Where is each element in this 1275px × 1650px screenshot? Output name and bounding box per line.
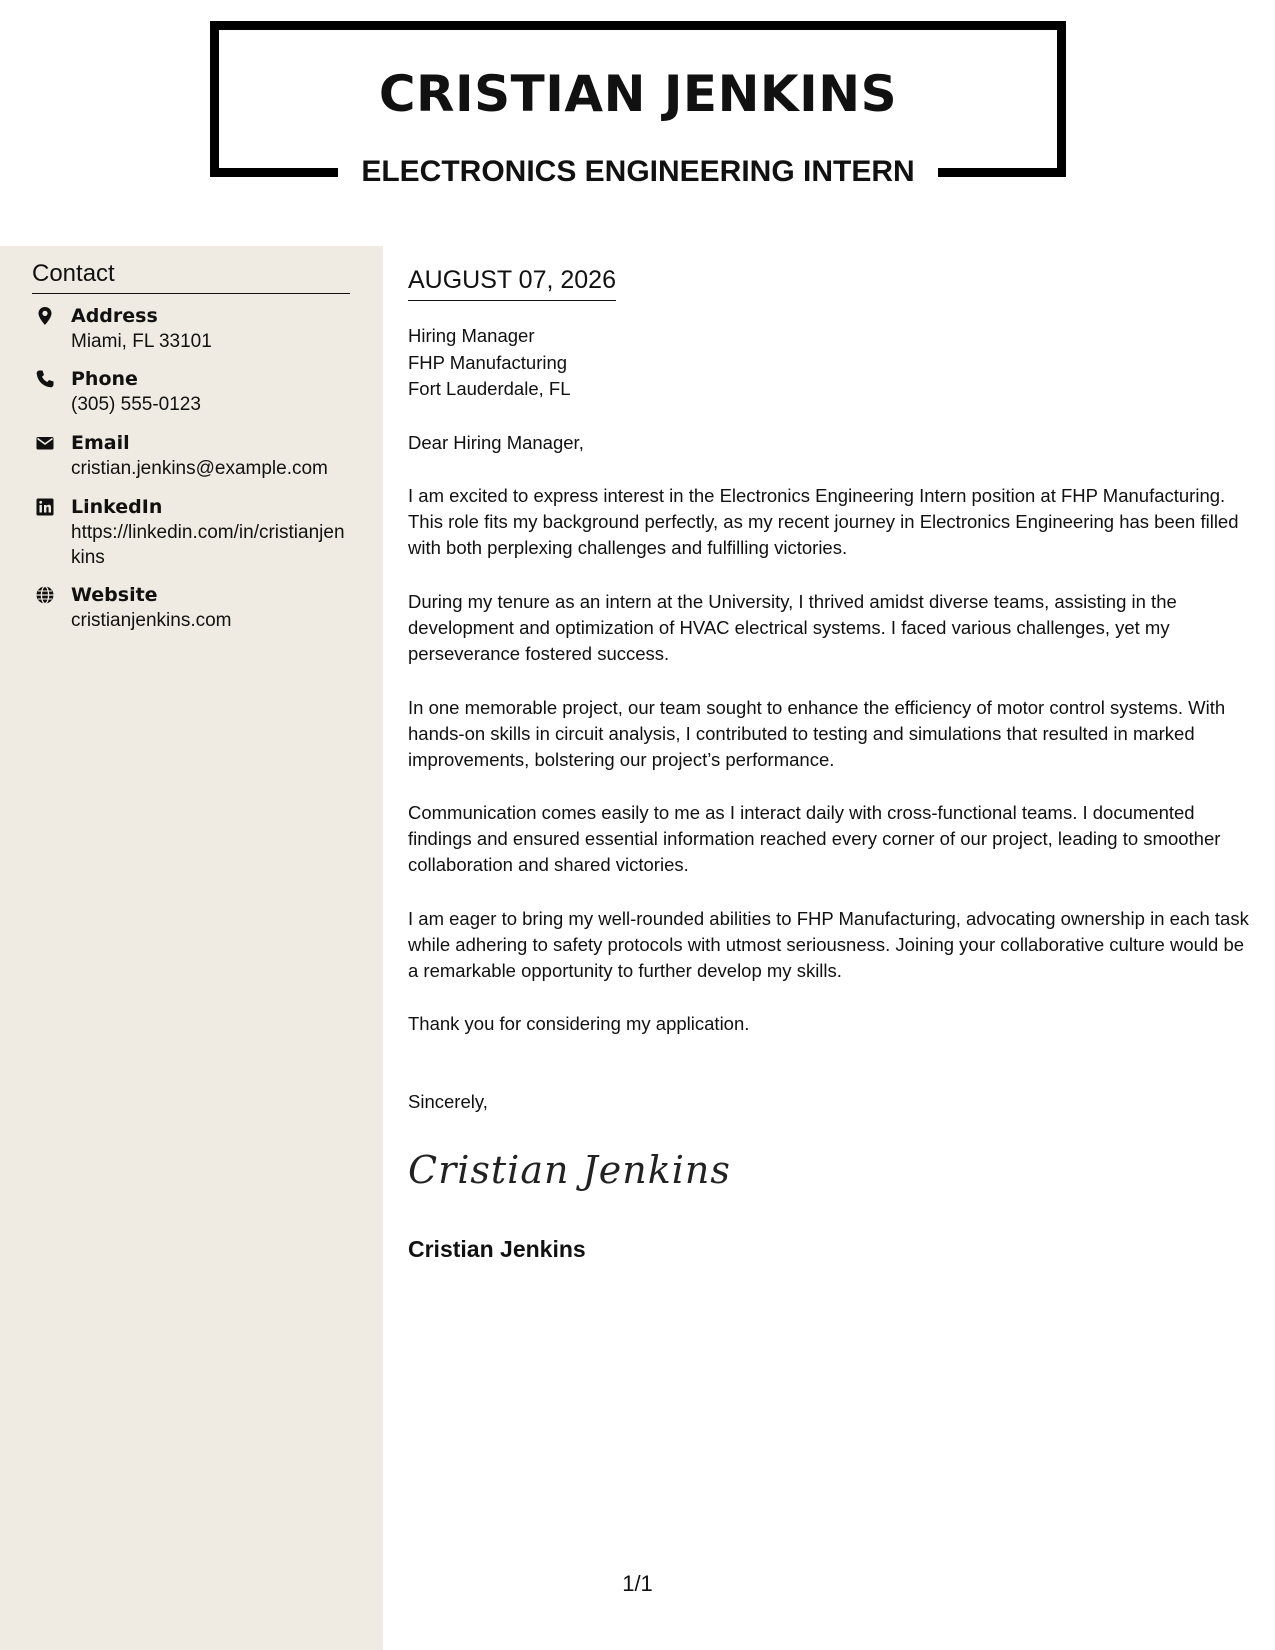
header-frame-bottom-right	[938, 168, 1066, 177]
map-pin-icon	[35, 306, 55, 326]
body-paragraph: Communication comes easily to me as I interact daily with cross-functional teams. I documented findings and ensured essential information reached every corner of our project, leading to smoother collaboration and shared victories.	[408, 802, 1221, 876]
body-paragraph: In one memorable project, our team sought to enhance the efficiency of motor control systems. With hands-on skills in circuit analysis, I contributed to testing and simulations that resulted in marked improvements, bolstering our project’s performance.	[408, 697, 1226, 771]
body-paragraph: Thank you for considering my application.	[408, 1013, 750, 1034]
phone-icon	[35, 369, 55, 389]
page-number: 1/1	[622, 1571, 653, 1596]
globe-icon	[35, 585, 55, 605]
envelope-icon	[35, 433, 55, 453]
contact-heading: Contact	[32, 258, 350, 294]
applicant-name: CRISTIAN JENKINS	[378, 65, 898, 123]
header-frame-bottom-left	[210, 168, 338, 177]
recipient-company: FHP Manufacturing	[408, 351, 568, 373]
contact-label-email: Email	[71, 432, 130, 454]
body-paragraph: I am excited to express interest in the Electronics Engineering Intern position at FHP Manufacturing. This role fits my background perfectly, as my recent journey in Electronics Engineering has been filled with both perplexing challenges and fulfilling victories.	[408, 485, 1239, 559]
body-paragraph: During my tenure as an intern at the University, I thrived amidst diverse teams, assisting in the development and optimization of HVAC electrical systems. I faced various challenges, yet my perseverance fostered success.	[408, 591, 1177, 665]
recipient-location: Fort Lauderdale, FL	[408, 378, 571, 399]
job-title: ELECTRONICS ENGINEERING INTERN	[361, 155, 915, 188]
recipient-block	[408, 323, 570, 403]
contact-value-website[interactable]: cristianjenkins.com	[71, 610, 232, 631]
linkedin-icon	[35, 497, 55, 517]
contact-label-address: Address	[71, 305, 158, 327]
handwritten-signature: Cristian Jenkins	[408, 1148, 731, 1192]
contact-value-email[interactable]: cristian.jenkins@example.com	[71, 458, 328, 479]
contact-value-phone: (305) 555-0123	[71, 394, 201, 415]
contact-label-website: Website	[71, 584, 158, 606]
salutation: Dear Hiring Manager,	[408, 432, 584, 453]
recipient-name: Hiring Manager	[408, 325, 535, 346]
contact-label-phone: Phone	[71, 368, 138, 390]
signer-name: Cristian Jenkins	[408, 1236, 586, 1262]
contact-value-address: Miami, FL 33101	[71, 331, 212, 352]
closing: Sincerely,	[408, 1091, 488, 1112]
contact-value-linkedin[interactable]: https://linkedin.com/in/cristianjenkins	[71, 522, 345, 568]
body-paragraph: I am eager to bring my well-rounded abilities to FHP Manufacturing, advocating ownership in each task while adhering to safety protocols with utmost seriousness. Joining your collaborative culture would be a remarkable opportunity to further develop my skills.	[408, 908, 1249, 982]
contact-label-linkedin: LinkedIn	[71, 496, 163, 518]
letter-date: AUGUST 07, 2026	[408, 264, 616, 301]
